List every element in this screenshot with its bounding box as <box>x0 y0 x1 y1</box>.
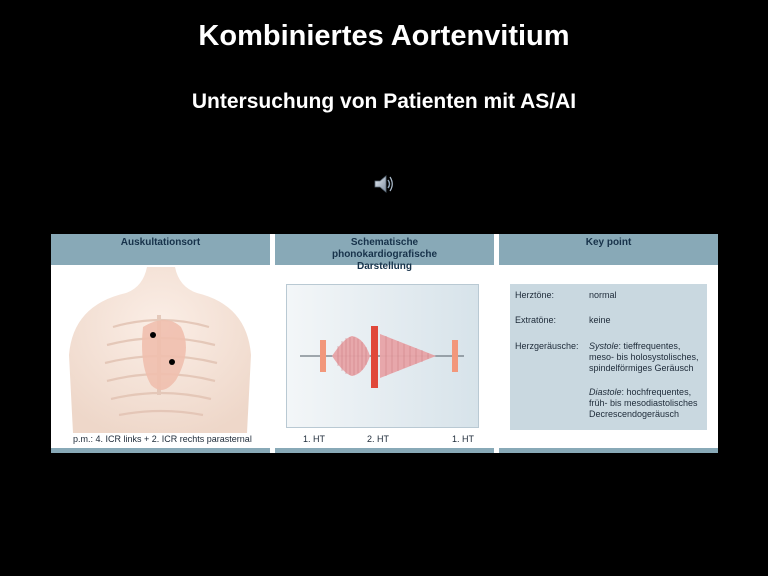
phonocardiogram <box>286 284 477 426</box>
first-heart-sound-marker <box>320 340 326 372</box>
extratoene-value: keine <box>589 315 611 325</box>
systole-text: Systole: tieffrequentes, meso- bis holosystolisches, spindelförmiges Geräusch <box>589 341 699 373</box>
auscultation-location-note: p.m.: 4. ICR links + 2. ICR rechts parasternal <box>73 434 252 444</box>
speaker-icon[interactable] <box>373 174 395 194</box>
systole-label: Systole <box>589 341 619 351</box>
herztoene-label: Herztöne: <box>515 290 555 300</box>
header-key-point: Key point <box>499 234 718 265</box>
extratoene-label: Extratöne: <box>515 315 557 325</box>
header-phonokardiografie: Schematische phonokardiografische Darstellung <box>275 234 494 265</box>
second-heart-sound-marker <box>371 326 378 388</box>
header-auskultationsort: Auskultationsort <box>51 234 270 265</box>
heart-sound-label-3: 1. HT <box>452 434 475 444</box>
systolic-murmur <box>332 336 370 376</box>
footer-bar-1 <box>51 448 270 453</box>
torso-illustration <box>51 265 270 433</box>
herzgeraeusche-label: Herzgeräusche: <box>515 341 579 351</box>
herztoene-value: normal <box>589 290 617 300</box>
auscultation-point-1 <box>150 332 156 338</box>
slide-subtitle: Untersuchung von Patienten mit AS/AI <box>191 90 577 113</box>
slide-title: Kombiniertes Aortenvitium <box>198 20 570 52</box>
auscultation-point-2 <box>169 359 175 365</box>
diastole-text: Diastole: hochfrequentes, früh- bis mesodiastolisches Decrescendogeräusch <box>589 387 698 419</box>
diastole-label: Diastole <box>589 387 622 397</box>
first-heart-sound-marker-2 <box>452 340 458 372</box>
key-point-box <box>510 284 707 430</box>
heart-sound-label-1: 1. HT <box>303 434 326 444</box>
footer-bar-2 <box>275 448 494 453</box>
auscultation-figure <box>51 234 718 453</box>
heart-sound-label-2: 2. HT <box>367 434 390 444</box>
diastolic-murmur <box>380 334 436 378</box>
footer-bar-3 <box>499 448 718 453</box>
